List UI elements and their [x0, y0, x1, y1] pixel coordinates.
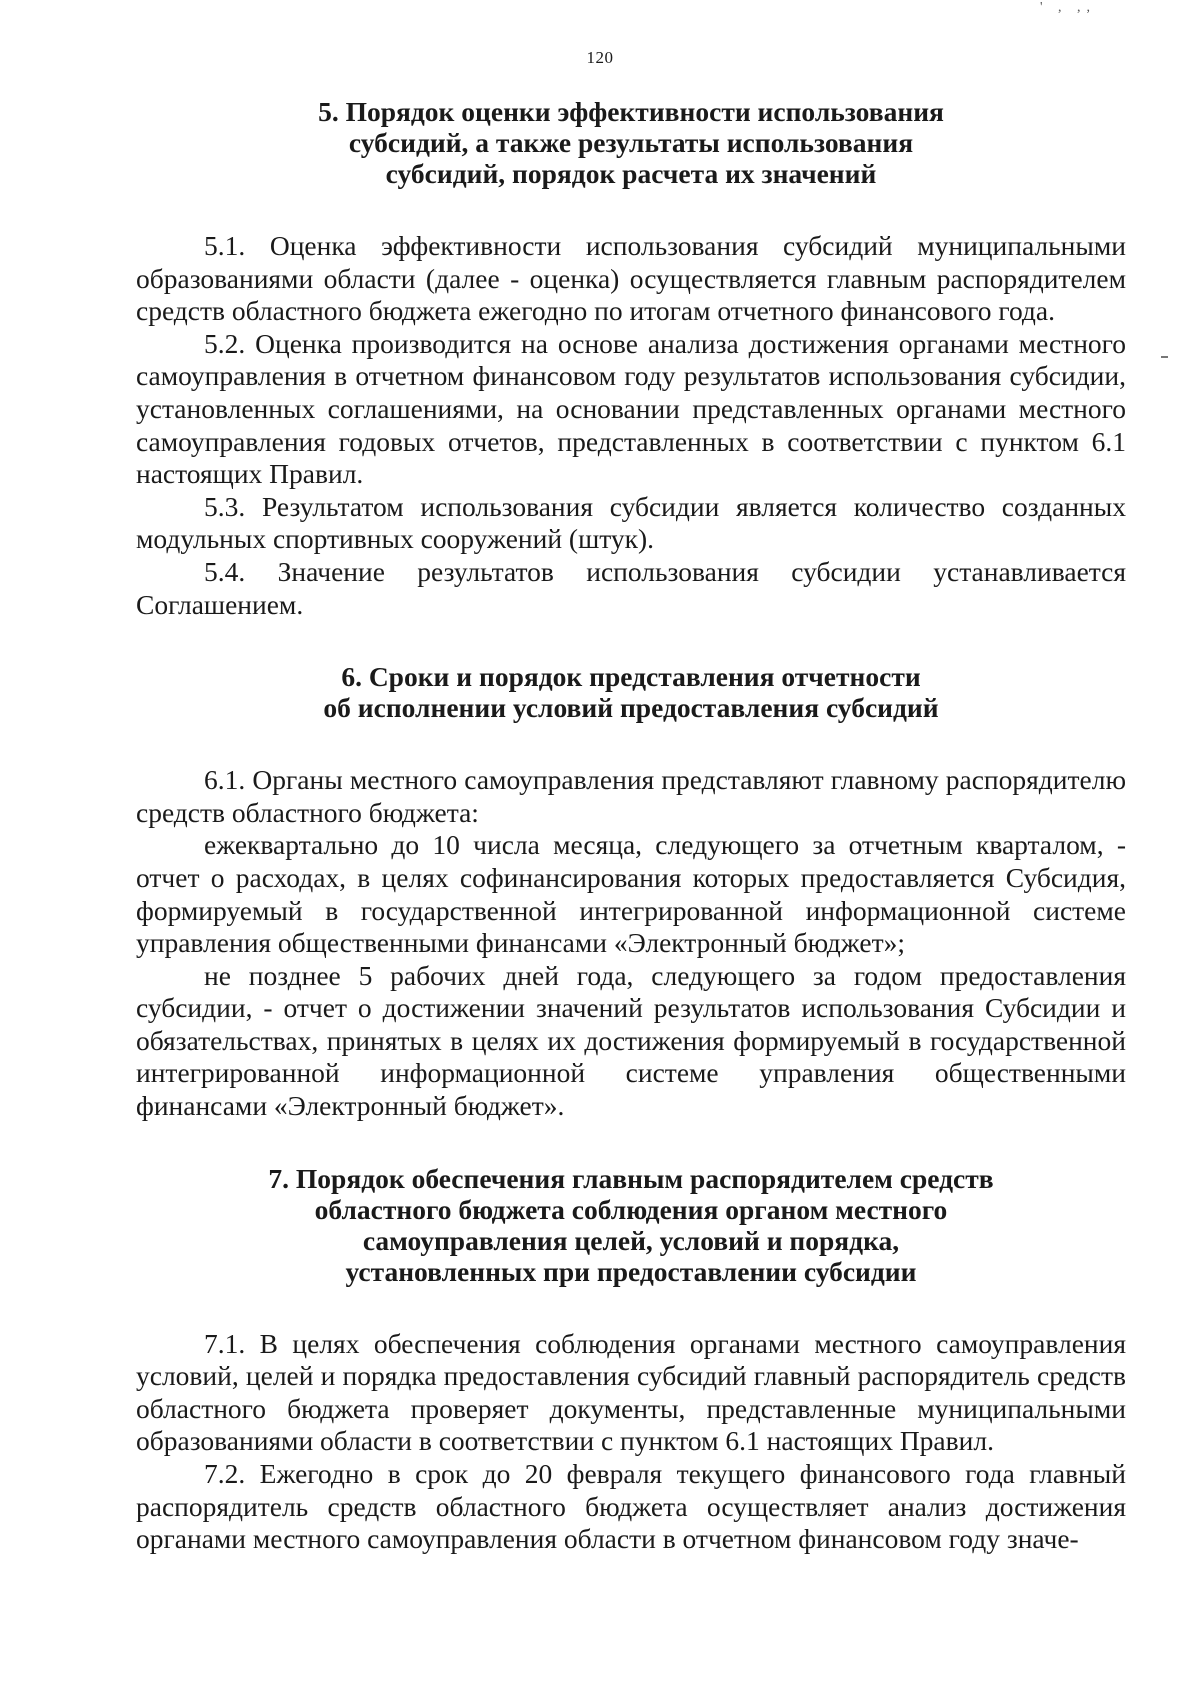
paragraph-6-1-annual: не позднее 5 рабочих дней года, следующего за годом предоставления субсидии, - отчет о достижении значений результатов использования Субсидии и обязательствах, принятых в целях их достижения формируемый в государственной интегрированной информационной системе управления общественными финансами «Электронный бюджет».	[136, 959, 1126, 1122]
heading-line: 5. Порядок оценки эффективности использования	[318, 96, 944, 127]
heading-line: 6. Сроки и порядок представления отчетности	[341, 661, 921, 693]
paragraph-5-3: 5.3. Результатом использования субсидии является количество созданных модульных спортивных сооружений (штук).	[136, 490, 1126, 555]
heading-line: об исполнении условий предоставления субсидий	[323, 692, 939, 724]
paragraph-5-4: 5.4. Значение результатов использования субсидии устанавливается Соглашением.	[136, 555, 1126, 620]
section-5-heading	[136, 96, 1126, 189]
section-7-heading	[136, 1163, 1126, 1287]
section-6-heading	[136, 661, 1126, 723]
paragraph-5-1: 5.1. Оценка эффективности использования субсидий муниципальными образованиями области (далее - оценка) осуществляется главным распорядителем средств областного бюджета ежегодно по итогам отчетного финансового года.	[136, 230, 1126, 327]
page-number: 120	[586, 48, 614, 67]
heading-line: установленных при предоставлении субсидии	[345, 1255, 917, 1287]
document-body	[136, 96, 1126, 1556]
heading-line: субсидий, а также результаты использования	[348, 127, 914, 158]
paragraph-7-2: 7.2. Ежегодно в срок до 20 февраля текущего финансового года главный распорядитель средств областного бюджета осуществляет анализ достижения органами местного самоуправления области в отчетном финансовом году значе-	[136, 1458, 1126, 1555]
paragraph-6-1: 6.1. Органы местного самоуправления представляют главному распорядителю средств областного бюджета:	[136, 764, 1126, 828]
heading-line: 7. Порядок обеспечения главным распорядителем средств	[268, 1162, 994, 1194]
scan-margin-mark	[1161, 356, 1168, 358]
paragraph-7-1: 7.1. В целях обеспечения соблюдения органами местного самоуправления условий, целей и порядка предоставления субсидий главный распорядитель средств областного бюджета проверяет документы, представленные муниципальными образованиями области в соответствии с пунктом 6.1 настоящих Правил.	[136, 1327, 1126, 1457]
paragraph-5-2: 5.2. Оценка производится на основе анализа достижения органами местного самоуправления в отчетном финансовом году результатов использования субсидии, установленных соглашениями, на основании представленных органами местного самоуправления годовых отчетов, представленных в соответствии с пунктом 6.1 настоящих Правил.	[136, 327, 1126, 490]
heading-line: субсидий, порядок расчета их значений	[385, 158, 877, 189]
heading-line: областного бюджета соблюдения органом местного	[314, 1193, 948, 1225]
paragraph-6-1-quarterly: ежеквартально до 10 числа месяца, следующего за отчетным кварталом, - отчет о расходах, в целях софинансирования которых предоставляется Субсидия, формируемый в государственной интегрированной информационной системе управления общественными финансами «Электронный бюджет»;	[136, 829, 1126, 959]
heading-line: самоуправления целей, условий и порядка,	[362, 1224, 900, 1256]
scan-artifact-marks: ' , ,,	[1040, 0, 1097, 15]
